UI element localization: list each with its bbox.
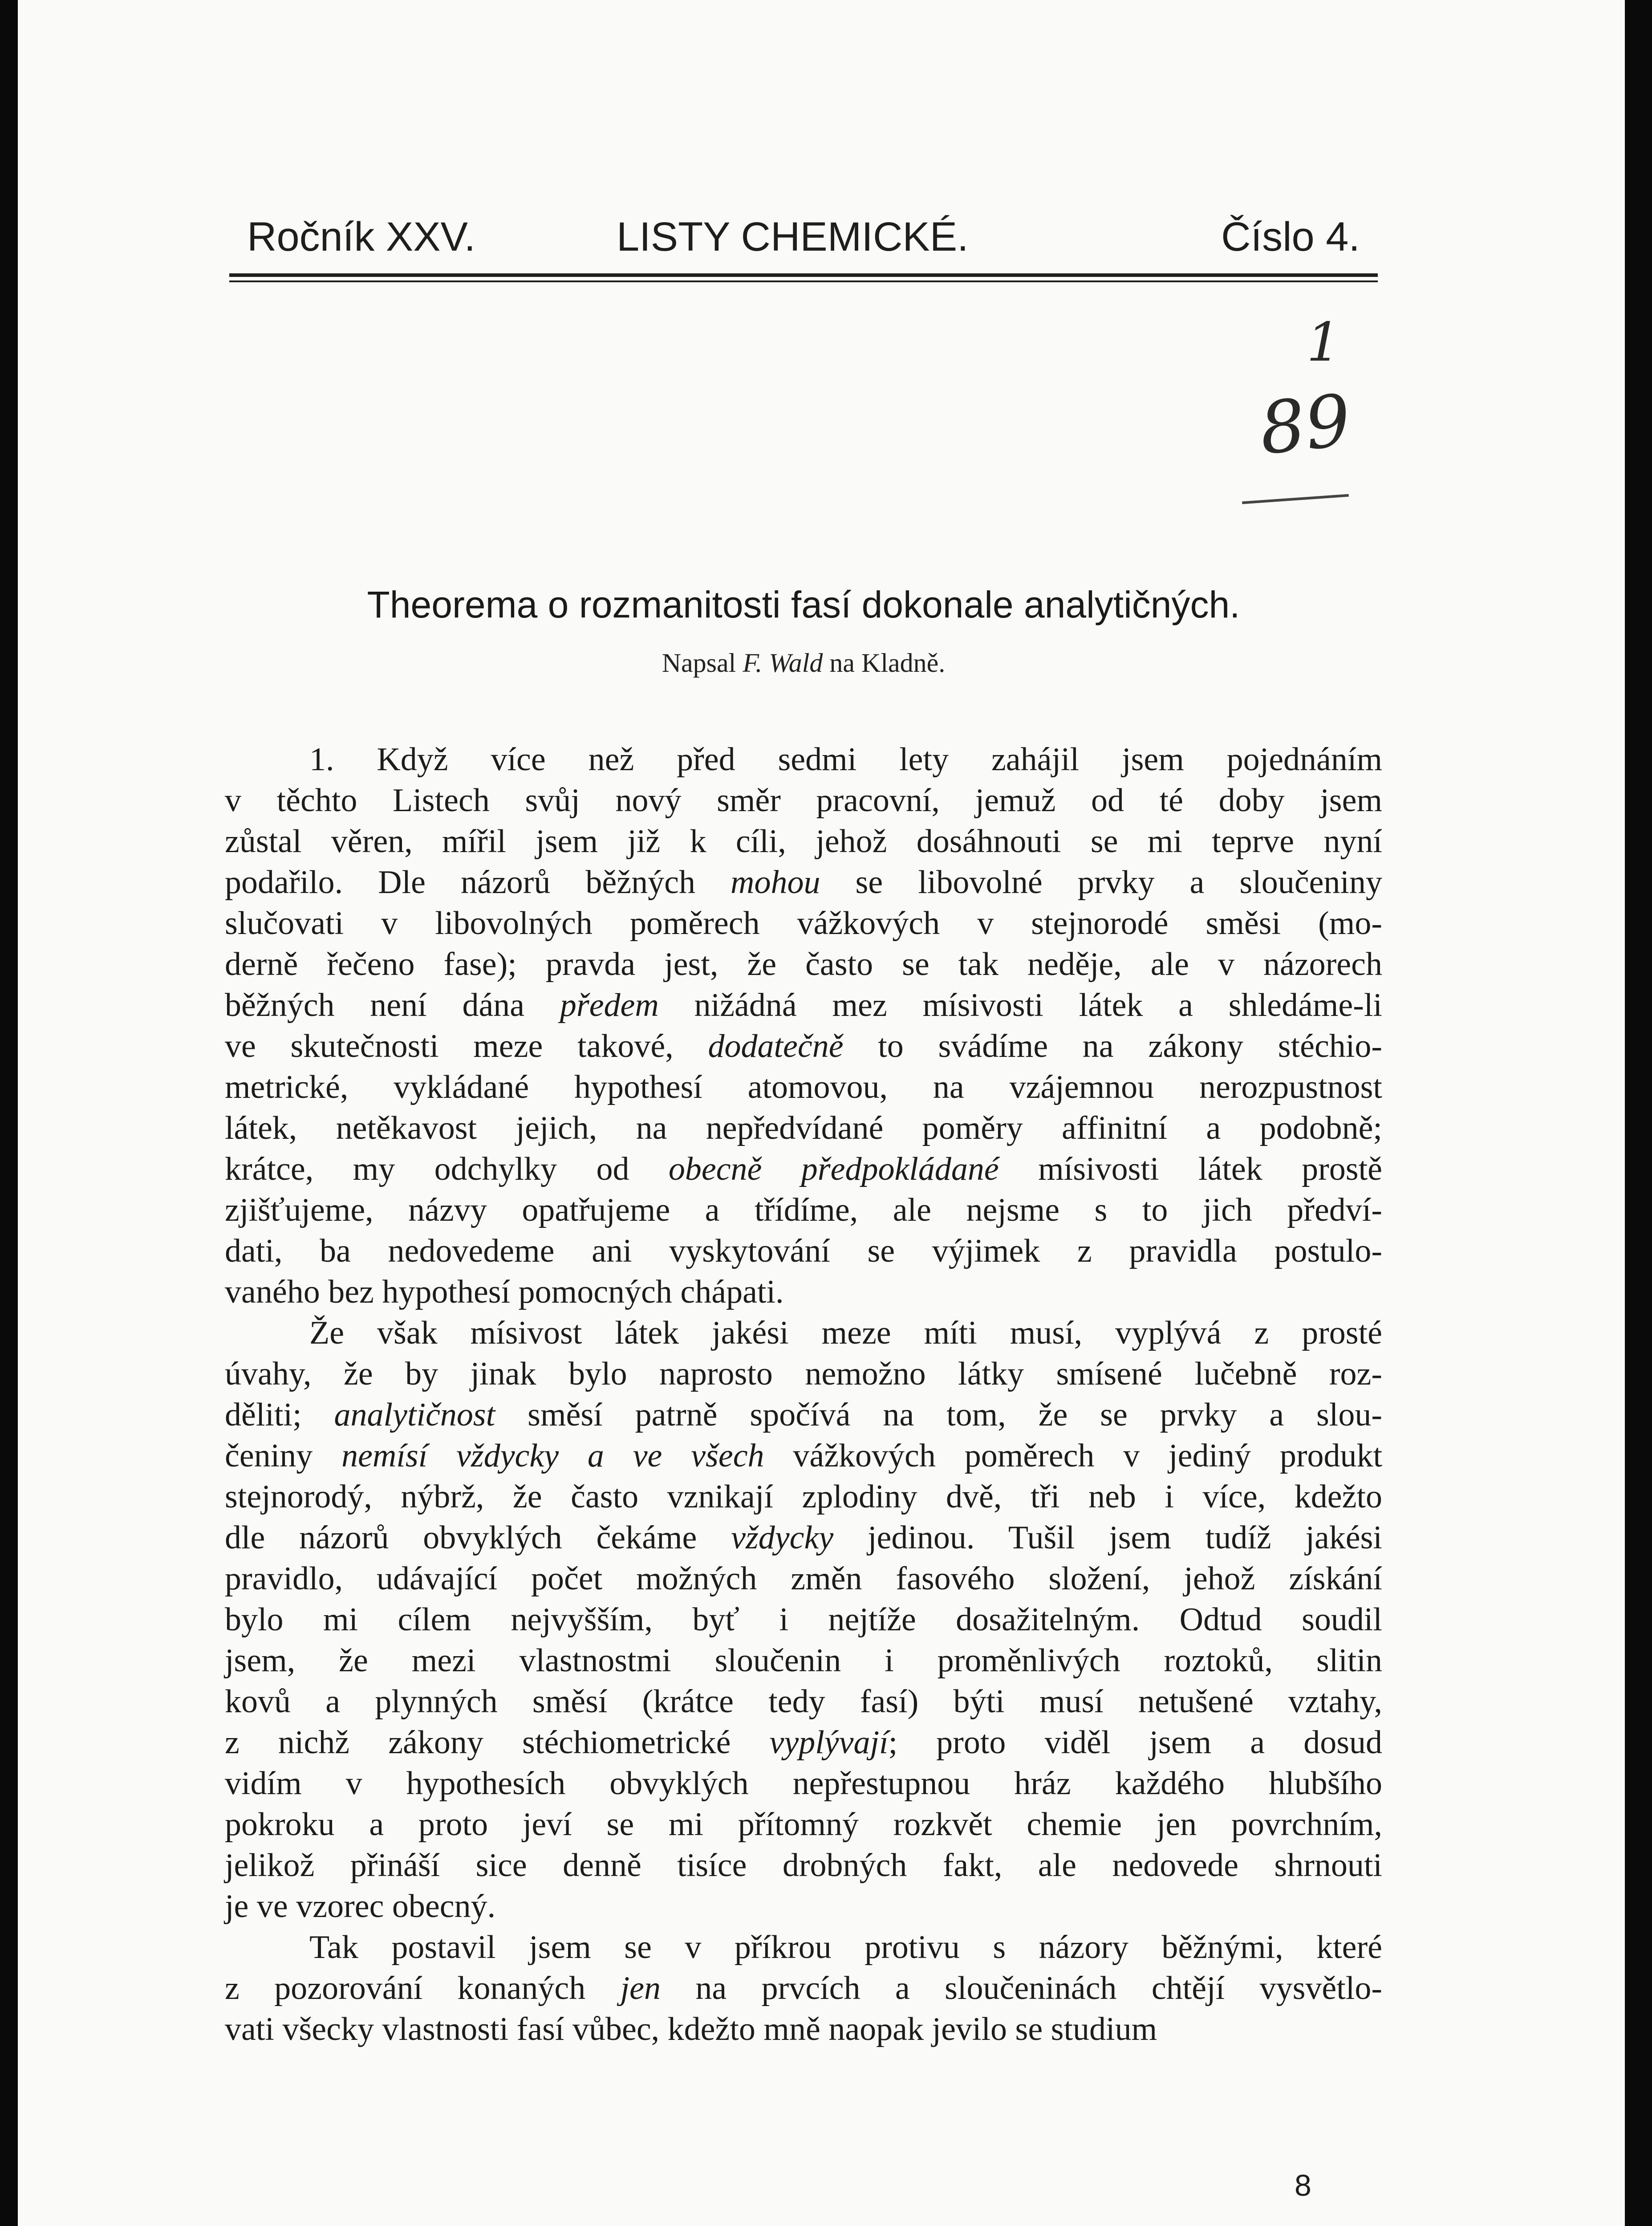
- emphasis-text: jen: [620, 1970, 661, 2007]
- text-line: [225, 903, 1382, 944]
- text-run: krátce, my odchylky od: [225, 1151, 669, 1187]
- running-header: [229, 209, 1378, 276]
- scan-border-right: [1625, 0, 1652, 2226]
- text-line: [225, 1435, 1382, 1476]
- emphasis-text: obecně předpokládané: [668, 1151, 999, 1187]
- author-name: F. Wald: [743, 648, 823, 678]
- text-line: [225, 1886, 1382, 1927]
- text-run: z nichž zákony stéchiometrické: [225, 1724, 770, 1761]
- text-line: [225, 1026, 1382, 1067]
- text-line: [225, 780, 1382, 821]
- text-run: nižádná mez mísivosti látek a shledáme-li: [658, 987, 1382, 1024]
- emphasis-text: předem: [560, 987, 659, 1024]
- text-line: [225, 1108, 1382, 1149]
- scanned-page: [18, 0, 1625, 2226]
- handwritten-number: 89: [1255, 378, 1355, 471]
- text-run: dle názorů obvyklých čekáme: [225, 1519, 731, 1556]
- issue-label: Číslo 4.: [1221, 214, 1360, 260]
- text-run: pokroku a proto jeví se mi přítomný rozkvět chemie jen povrchním,: [225, 1806, 1382, 1843]
- text-line: [225, 1067, 1382, 1108]
- text-run: na prvcích a sloučeninách chtějí vysvětlo-: [661, 1970, 1382, 2007]
- text-run: běžných není dána: [225, 987, 560, 1024]
- text-run: vaného bez hypothesí pomocných chápati.: [225, 1274, 784, 1310]
- text-run: 1. Když více než před sedmi lety zahájil jsem pojednáním: [309, 741, 1382, 778]
- text-line: [225, 2009, 1382, 2050]
- handwritten-mark: 1: [1307, 312, 1341, 374]
- text-run: slučovati v libovolných poměrech vážkových v stejnorodé směsi (mo-: [225, 905, 1382, 942]
- text-run: směsí patrně spočívá na tom, že se prvky a slou-: [495, 1397, 1382, 1433]
- text-run: vážkových poměrech v jediný produkt: [764, 1438, 1383, 1474]
- text-run: to svádíme na zákony stéchio-: [843, 1028, 1382, 1064]
- text-run: čeniny: [225, 1438, 342, 1474]
- text-run: dati, ba nedovedeme ani vyskytování se výjimek z pravidla postulo-: [225, 1233, 1382, 1269]
- page-number: 8: [1295, 2169, 1311, 2202]
- text-line: [225, 821, 1382, 862]
- text-line: [225, 1845, 1382, 1886]
- text-line: [225, 1517, 1382, 1558]
- text-line: [225, 739, 1382, 780]
- text-run: z pozorování konaných: [225, 1970, 621, 2007]
- text-run: jsem, že mezi vlastnostmi sloučenin i proměnlivých roztoků, slitin: [225, 1642, 1382, 1679]
- text-run: ve skutečnosti meze takové,: [225, 1028, 708, 1064]
- text-run: zjišťujeme, názvy opatřujeme a třídíme, ale nejsme s to jich předví-: [225, 1192, 1382, 1228]
- text-run: se libovolné prvky a sloučeniny: [820, 864, 1382, 901]
- handwritten-underline: [1242, 494, 1349, 504]
- text-line: [225, 1149, 1382, 1190]
- text-run: vati všecky vlastnosti fasí vůbec, kdežto mně naopak jevilo se studium: [225, 2011, 1157, 2047]
- text-run: Že však mísivost látek jakési meze míti musí, vyplývá z prosté: [309, 1315, 1382, 1351]
- text-line: [225, 1231, 1382, 1271]
- text-run: jedinou. Tušil jsem tudíž jakési: [833, 1519, 1382, 1556]
- text-line: [225, 1599, 1382, 1640]
- article-byline: [229, 648, 1378, 678]
- text-line: [225, 1722, 1382, 1763]
- text-line: [225, 1968, 1382, 2009]
- text-run: jelikož přináší sice denně tisíce drobných fakt, ale nedovede shrnouti: [225, 1847, 1382, 1884]
- text-run: zůstal věren, mířil jsem již k cíli, jehož dosáhnouti se mi teprve nyní: [225, 823, 1382, 860]
- text-run: vidím v hypothesích obvyklých nepřestupnou hráz každého hlubšího: [225, 1765, 1382, 1802]
- text-run: kovů a plynných směsí (krátce tedy fasí) býti musí netušené vztahy,: [225, 1683, 1382, 1720]
- journal-title: LISTY CHEMICKÉ.: [617, 214, 969, 260]
- text-run: mísivosti látek prostě: [999, 1151, 1382, 1187]
- text-run: pravidlo, udávající počet možných změn fasového složení, jehož získání: [225, 1560, 1382, 1597]
- emphasis-text: mohou: [731, 864, 820, 901]
- text-run: je ve vzorec obecný.: [225, 1888, 496, 1925]
- text-line: [225, 1640, 1382, 1681]
- byline-prefix: Napsal: [662, 648, 736, 678]
- text-line: [225, 1476, 1382, 1517]
- text-line: [225, 1394, 1382, 1435]
- text-run: bylo mi cílem nejvyšším, byť i nejtíže dosažitelným. Odtud soudil: [225, 1601, 1382, 1638]
- text-line: [225, 1763, 1382, 1804]
- text-line: [225, 862, 1382, 903]
- text-line: [225, 1927, 1382, 1968]
- emphasis-text: vždycky: [731, 1519, 834, 1556]
- byline-suffix: na Kladně.: [829, 648, 946, 678]
- text-line: [225, 1681, 1382, 1722]
- text-line: [225, 1271, 1382, 1312]
- text-line: [225, 1353, 1382, 1394]
- article-body: [225, 739, 1382, 2050]
- volume-label: Ročník XXV.: [247, 214, 476, 260]
- emphasis-text: vyplývají: [769, 1724, 889, 1761]
- text-line: [225, 1558, 1382, 1599]
- text-run: úvahy, že by jinak bylo naprosto nemožno látky smísené lučebně roz-: [225, 1356, 1382, 1392]
- emphasis-text: analytičnost: [334, 1397, 495, 1433]
- text-line: [225, 1190, 1382, 1231]
- text-line: [225, 944, 1382, 985]
- text-run: podařilo. Dle názorů běžných: [225, 864, 731, 901]
- scan-border-left: [0, 0, 18, 2226]
- text-line: [225, 1312, 1382, 1353]
- header-rule-thin: [229, 280, 1378, 282]
- header-rule-thick: [229, 273, 1378, 277]
- text-line: [225, 1804, 1382, 1845]
- article-title: Theorema o rozmanitosti fasí dokonale analytičných.: [367, 584, 1240, 626]
- text-run: ; proto viděl jsem a dosud: [888, 1724, 1382, 1761]
- text-line: [225, 985, 1382, 1026]
- text-run: Tak postavil jsem se v příkrou protivu s názory běžnými, které: [309, 1929, 1382, 1966]
- text-run: stejnorodý, nýbrž, že často vznikají zplodiny dvě, tři neb i více, kdežto: [225, 1479, 1382, 1515]
- emphasis-text: nemísí vždycky a ve všech: [341, 1438, 764, 1474]
- emphasis-text: dodatečně: [708, 1028, 844, 1064]
- text-run: v těchto Listech svůj nový směr pracovní, jemuž od té doby jsem: [225, 782, 1382, 819]
- text-run: metrické, vykládané hypothesí atomovou, na vzájemnou nerozpustnost: [225, 1069, 1382, 1105]
- text-run: děliti;: [225, 1397, 334, 1433]
- text-run: derně řečeno fase); pravda jest, že často se tak neděje, ale v názorech: [225, 946, 1382, 983]
- text-run: látek, netěkavost jejich, na nepředvídané poměry affinitní a podobně;: [225, 1110, 1382, 1146]
